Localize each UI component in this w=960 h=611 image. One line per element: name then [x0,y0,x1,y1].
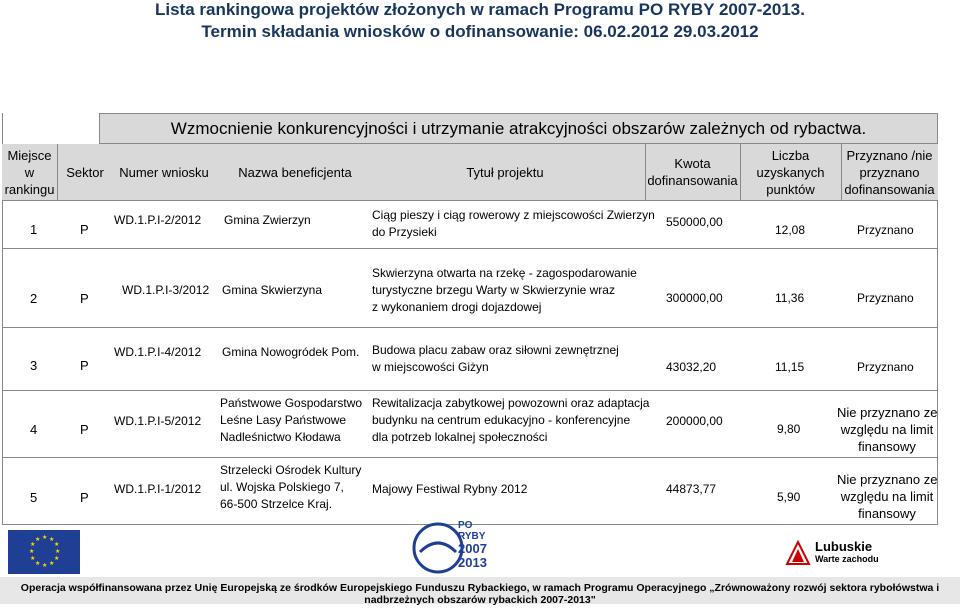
row-2-application-number: WD.1.P.I-3/2012 [122,283,210,297]
po-ryby-logo-text: PO RYBY [458,520,486,542]
svg-text:★: ★ [35,560,41,567]
row-5-amount: 44873,77 [666,482,717,496]
row-4-application-number: WD.1.P.I-5/2012 [114,414,202,428]
section-title: Wzmocnienie konkurencyjności i utrzymanie atrakcyjności obszarów zależnych od rybactwa. [99,113,938,144]
row-3-rank: 3 [30,358,38,373]
column-header-application-number: Numer wniosku [110,144,218,200]
svg-text:★: ★ [30,541,36,548]
svg-text:★: ★ [35,536,41,543]
column-header-rank: Miejsce w rankingu [2,144,57,200]
column-header-decision: Przyznano /nie przyznano dofinansowania [842,144,937,200]
row-2-decision: Przyznano [857,291,914,305]
row-2-sector: P [80,291,89,306]
svg-text:★: ★ [49,560,55,567]
svg-text:★: ★ [42,534,48,541]
svg-text:★: ★ [42,562,48,569]
document-title-line-1: Lista rankingowa projektów złożonych w ramach Programu PO RYBY 2007-2013. [155,0,805,19]
row-5-sector: P [80,490,89,505]
po-ryby-logo-year-end: 2013 [458,555,487,570]
row-5-beneficiary: Strzelecki Ośrodek Kultury ul. Wojska Polskiego 7, 66-500 Strzelce Kraj. [220,463,362,511]
row-1-points: 12,08 [775,223,806,237]
row-2-amount: 300000,00 [666,291,723,305]
row-5-points: 5,90 [777,490,801,504]
row-4-title: Rewitalizacja zabytkowej powozowni oraz adaptacja budynku na centrum edukacyjno - konferencyjne dla potrzeb lokalnej społeczności [372,396,650,444]
row-4-sector: P [80,422,89,437]
svg-text:★: ★ [54,555,60,562]
row-3-sector: P [80,358,89,373]
column-header-amount: Kwota dofinansowania [646,144,739,200]
row-5-title: Majowy Festiwal Rybny 2012 [372,482,528,496]
lubuskie-logo-name: Lubuskie [815,539,873,554]
row-3-title: Budowa placu zabaw oraz siłowni zewnętrznej w miejscowości Giżyn [372,343,619,374]
svg-text:★: ★ [49,536,55,543]
row-5-application-number: WD.1.P.I-1/2012 [114,482,202,496]
row-divider [2,457,937,458]
row-4-points: 9,80 [777,422,801,436]
row-2-points: 11,36 [775,291,805,305]
row-1-application-number: WD.1.P.I-2/2012 [114,213,202,227]
row-3-points: 11,15 [775,360,805,374]
lubuskie-logo [785,540,905,570]
row-4-decision: Nie przyznano ze względu na limit finansowy [837,405,938,454]
svg-text:★: ★ [54,541,60,548]
svg-text:★: ★ [30,555,36,562]
row-divider [2,327,937,328]
row-3-beneficiary: Gmina Nowogródek Pom. [222,345,360,359]
row-1-decision: Przyznano [857,223,914,237]
document-title-line-2: Termin składania wniosków o dofinansowanie: 06.02.2012 29.03.2012 [201,22,759,41]
header-bottom-border [2,200,937,201]
row-4-amount: 200000,00 [666,414,723,428]
row-3-application-number: WD.1.P.I-4/2012 [114,345,202,359]
svg-text:★: ★ [29,548,35,555]
row-1-amount: 550000,00 [666,215,723,229]
header-divider [841,144,842,201]
po-ryby-logo-year-start: 2007 [458,541,487,556]
row-1-title: Ciąg pieszy i ciąg rowerowy z miejscowości Zwierzyn do Przysieki [372,208,655,239]
header-divider [645,144,646,201]
header-divider [740,144,741,201]
header-divider [57,144,58,201]
po-ryby-logo [410,520,500,575]
column-header-beneficiary: Nazwa beneficjenta [225,144,365,200]
row-1-beneficiary: Gmina Zwierzyn [224,213,311,227]
row-5-rank: 5 [30,490,38,505]
eu-flag-logo [8,530,80,574]
lubuskie-logo-slogan: Warte zachodu [815,554,879,564]
row-2-beneficiary: Gmina Skwierzyna [222,283,323,297]
row-3-amount: 43032,20 [666,360,717,374]
column-header-sector: Sektor [57,144,113,200]
row-1-rank: 1 [30,222,38,237]
row-3-decision: Przyznano [857,360,914,374]
row-4-beneficiary: Państwowe Gospodarstwo Leśne Lasy Państwowe Nadleśnictwo Kłodawa [220,396,363,444]
row-4-rank: 4 [30,422,38,437]
row-divider [2,390,937,391]
svg-text:★: ★ [55,548,61,555]
funding-note: Operacja współfinansowana przez Unię Europejską ze środków Europejskiego Funduszu Rybackiego, w ramach Programu Operacyjnego „Zrównoważony rozwój sektora rybołówstwa i nadbrzeżnych obszarów rybackich 2007-2013" [20,582,940,606]
column-header-project-title: Tytuł projektu [365,144,645,200]
column-header-points: Liczba uzyskanych punktów [740,144,841,200]
row-2-title: Skwierzyna otwarta na rzekę - zagospodarowanie turystyczne brzegu Warty w Skwierzynie wraz z wykonaniem drogi dojazdowej [372,266,637,314]
row-5-decision: Nie przyznano ze względu na limit finansowy [837,472,938,521]
row-1-sector: P [80,222,89,237]
row-divider [2,248,937,249]
row-2-rank: 2 [30,291,38,306]
